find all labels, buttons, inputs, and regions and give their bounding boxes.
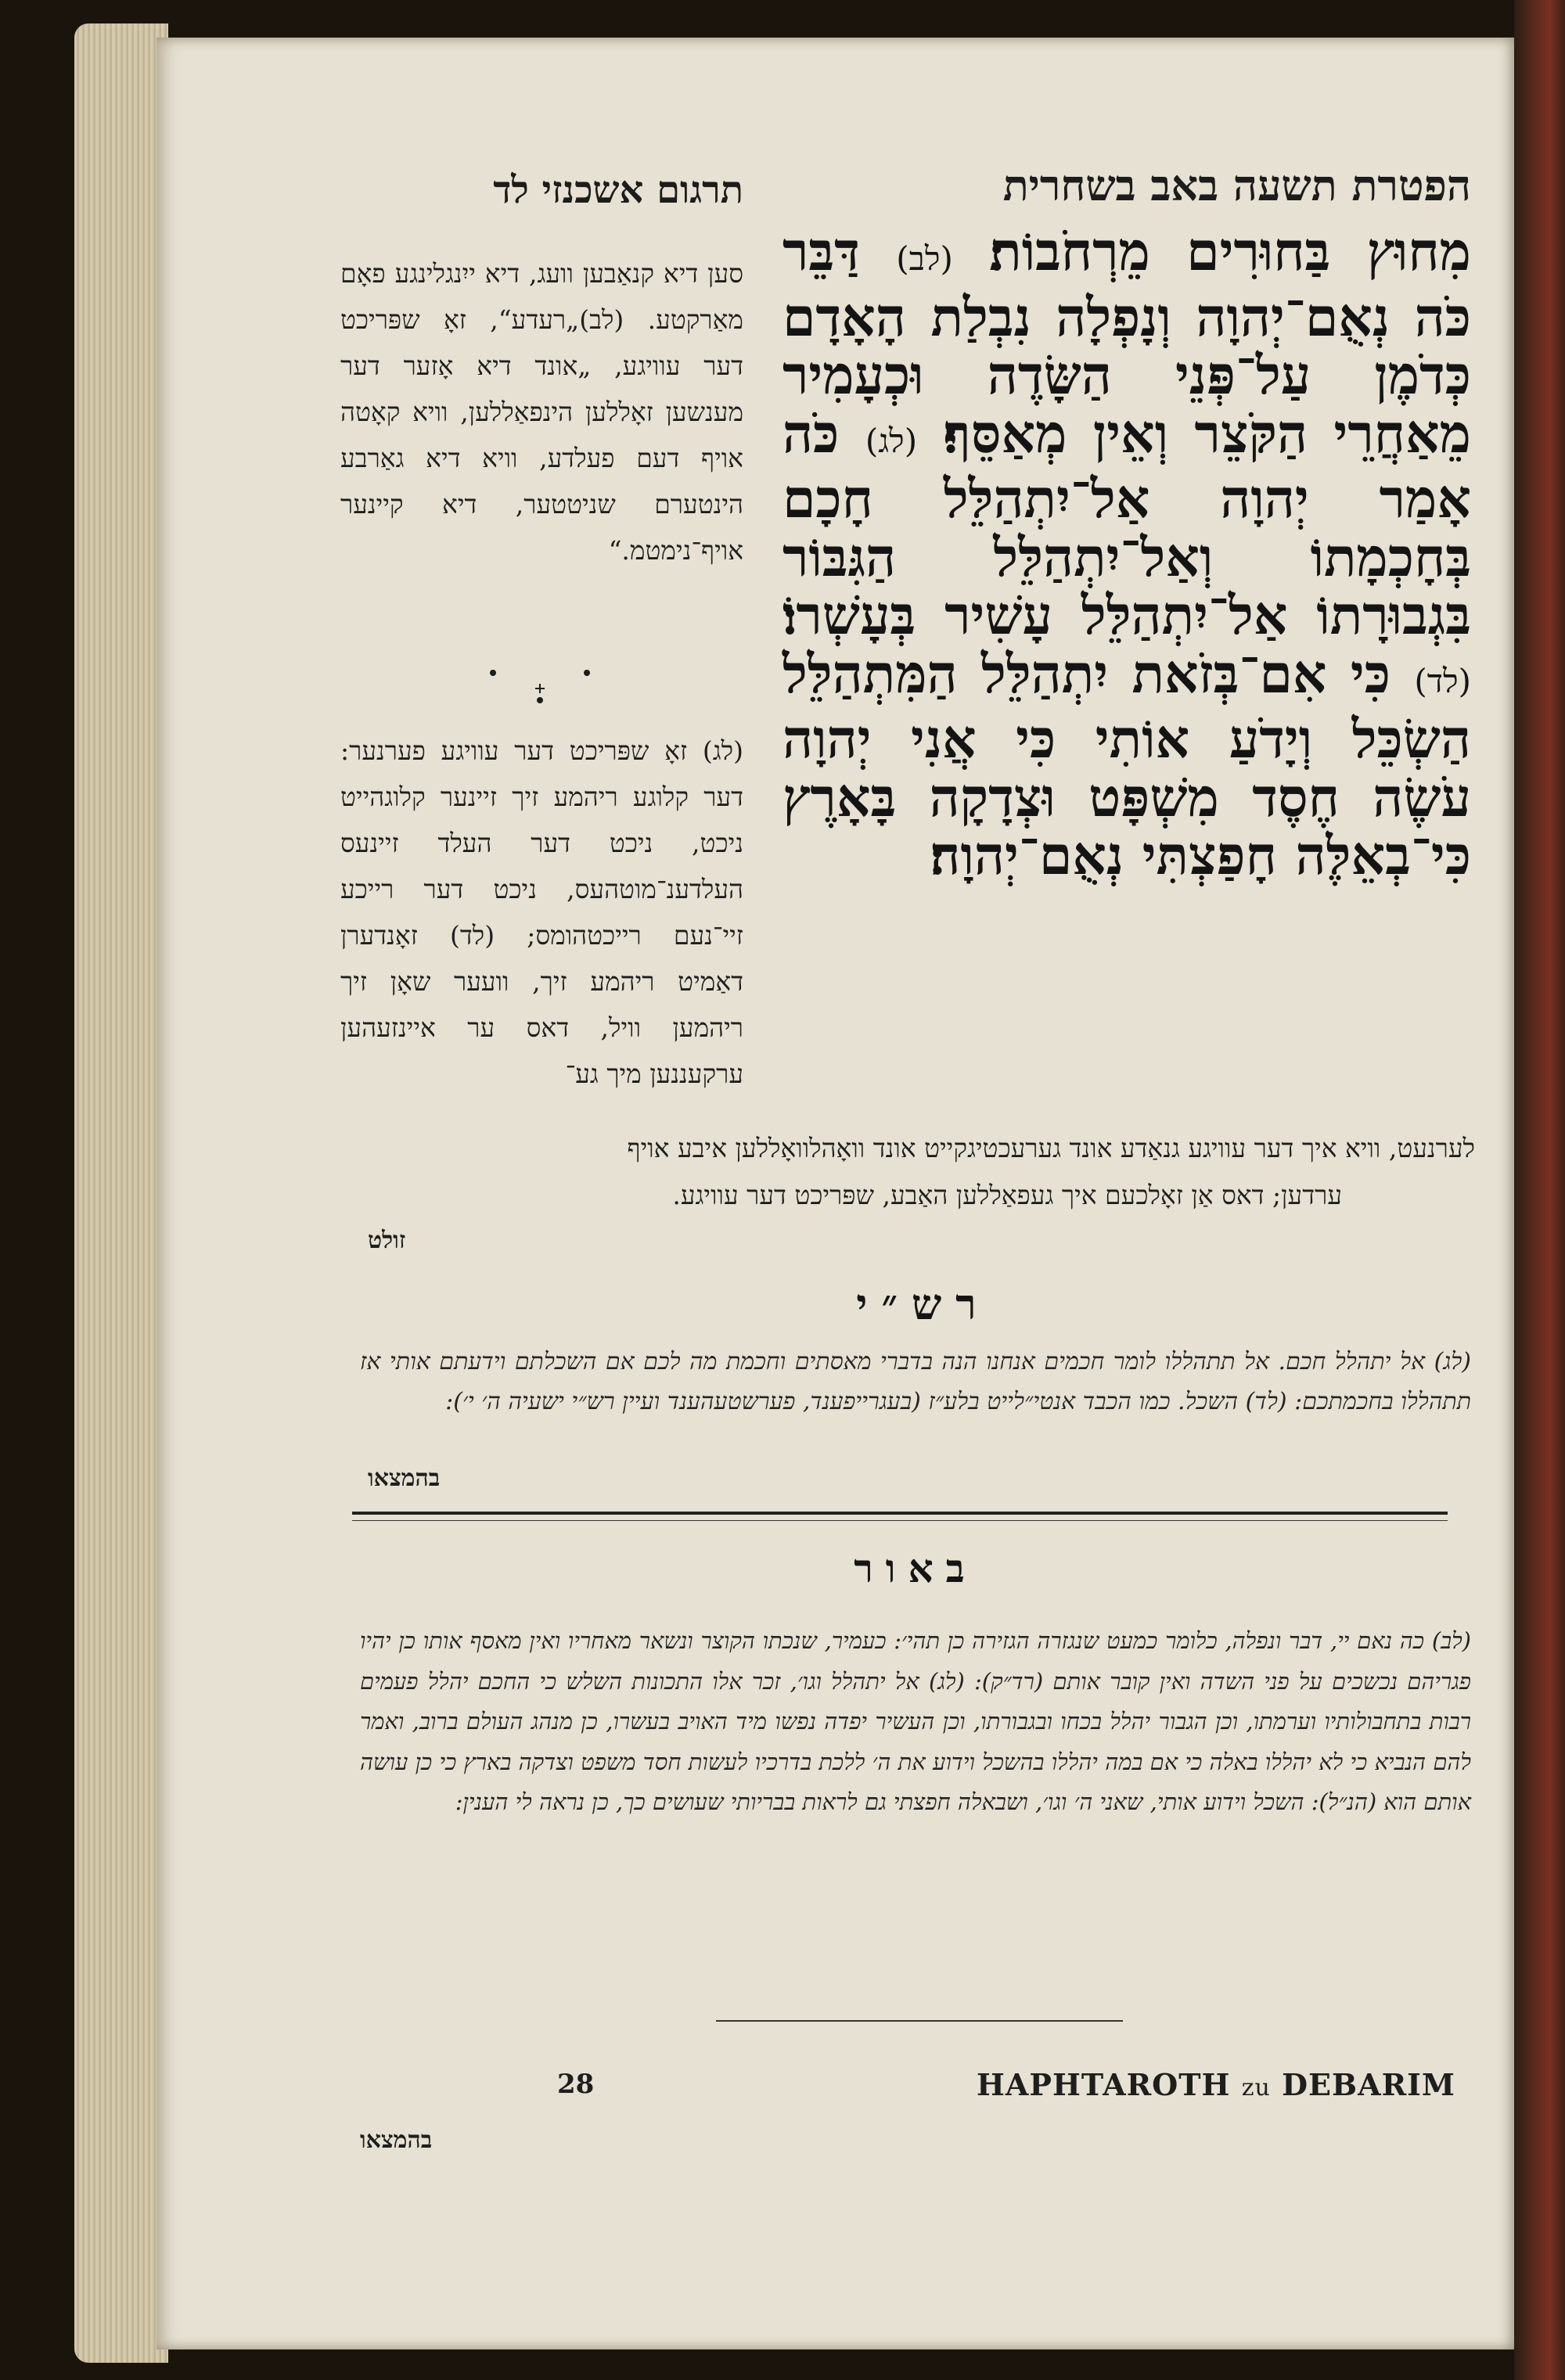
catchword: זולט xyxy=(368,1227,406,1254)
verse-number: (לב) xyxy=(896,239,953,278)
verse-text: כֹּה אָמַר יְהוָה אַל־יִתְהַלֵּל חָכָם בְּחָכְמָתוֹ וְאַל־יִתְהַלֵּל הַגִּבּוֹר בִּגְבוּרָתוֹ אַל־יִתְהַלֵּל עָשִׁיר בְּעָשְׁרוֹ׃ xyxy=(782,402,1471,647)
verse-text: דַּבֵּר כֹּה נְאֻם־יְהוָה וְנָפְלָה נִבְלַת הָאָדָם כְּדֹמֶן עַל־פְּנֵי הַשָּׂדֶה וּכְעָמִיר מֵאַחֲרֵי הַקֹּצֵר וְאֵין מְאַסֵּף׃ xyxy=(782,221,1471,466)
verse-number: (לג) xyxy=(865,421,918,460)
translation-column: סען דיא קנאַבען וועג, דיא ייִנגלינגע פאָם מאַרקטע. (לב)„רעדע“, זאָ שפּריכט דער עוויגע, „אונד דיא אָזער דער מענשען זאָללען הינפאַללען, וויא קאָטה אויף דעם פעלדע, וויא דיא גאַרבע הינטערם שניטטער, דיא קיינער אויף־נימטמ.“ xyxy=(340,258,743,566)
running-book: DEBARIM xyxy=(1282,2067,1455,2102)
translation-full-line: ערדען; דאס אַן זאָלכעם איך געפאַללען האַבע, שפּריכט דער עוויגע. xyxy=(672,1180,1342,1210)
footer-divider xyxy=(716,2020,1123,2022)
biur-commentary: (לב) כה נאם יי, דבר ונפלה, כלומר כמעט שנגזרה הגזירה כן תהי׳: כעמיר, שנכתו הקוצר ונשאר מאחריו ואין מאסף אותו כן יהיו פגריהם נכשכים על פני השדה ואין קובר אותם (רד״ק): (לג) אל יתהלל וגו׳, זכר אלו התכונות השלש כי החכם יהלל פעמים רבות בתחבולותיו וערמתו, וכן הגבור יהלל בכחו ובגבורתו, וכן העשיר יפדה נפשו מיד האויב בעשרו, כן מנהג העולם ברוב, ואמר להם הנביא כי לא יהללו באלה כי אם במה יהללו בהשכל וידוע את ה׳ ללכת בדרכיו לעשות חסד משפט וצדקה בארץ כי כן עושה אותם הוא (הנ״ל): השכל וידוע אותי, שאני ה׳ וגו׳, ושבאלה חפצתי גם לראות בבריותי שעושים כך, כן נראה לי הענין: xyxy=(360,1627,1471,1815)
catchword: בהמצאו xyxy=(360,2127,433,2154)
rashi-heading: רש״י xyxy=(856,1279,991,1329)
translation-header: תרגום אשכנזי לד xyxy=(493,168,743,212)
translation-column-continued: (לג) זאָ שפּריכט דער עוויגע פערנער: דער קלוגע ריהמע זיך זיינער קלוגהייט ניכט, ניכט דער העלד זיינעס העלדענ־מוטהעס, ניכט דער רייכע זיי־נעם רייכטהומס; (לד) זאָנדערן דאַמיט ריהמע זיך, וועער שאָן זיך ריהמען וויל, דאס ער איינזעהען ערקעננען מיך גע־ xyxy=(340,735,743,1089)
book-page-edges xyxy=(74,23,168,2363)
ornament-dots xyxy=(438,657,642,720)
running-footer xyxy=(955,2067,1455,2102)
page-number: 28 xyxy=(557,2069,595,2100)
translation-full-line: לערנעט, וויא איך דער עוויגע גנאַדע אונד גערעכטיגקייט אונד וואָהלוואָללען איבע אויף xyxy=(627,1133,1475,1163)
verse-text: מִחוּץ בַּחוּרִים מֵרְחֹבוֹת׃ xyxy=(989,221,1471,283)
rashi-commentary: (לג) אל יתהלל חכם. אל תתהללו לומר חכמים אנחנו הנה בדברי מאסתים וחכמת מה לכם אם השכלתם וידעתם אותי אז תתהללו בחכמתכם: (לד) השכל. כמו הכבד אנטי״לייט בלע״ז (בעגרייפענד, פערשטעהענד ועיין רש״י ישעיה ה׳ י׳): xyxy=(360,1348,1471,1415)
running-zu: zu xyxy=(1241,2074,1271,2101)
book-binding xyxy=(1514,0,1565,2380)
verse-number: (לד) xyxy=(1414,661,1471,700)
biur-heading: באור xyxy=(854,1545,977,1591)
catchword: בהמצאו xyxy=(368,1465,441,1492)
verse-text: כִּי אִם־בְּזֹאת יִתְהַלֵּל הַמִּתְהַלֵּל הַשְׂכֵּל וְיָדֹעַ אוֹתִי כִּי אֲנִי יְהוָה עֹשֶׂה חֶסֶד מִשְׁפָּט וּצְדָקָה בָּאָרֶץ כִּי־בְאֵלֶּה חָפַצְתִּי נְאֻם־יְהוָה׃ xyxy=(782,642,1471,887)
running-title: HAPHTAROTH xyxy=(977,2067,1231,2102)
main-text-header: הפטרת תשעה באב בשחרית xyxy=(1002,160,1471,210)
main-hebrew-text xyxy=(782,223,1471,886)
section-divider xyxy=(352,1512,1448,1521)
